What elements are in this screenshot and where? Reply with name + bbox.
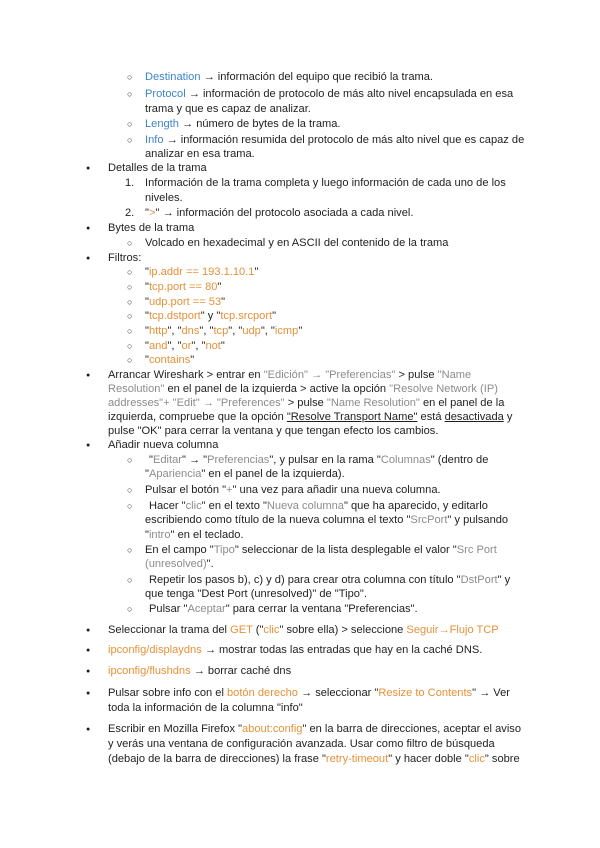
bullet-filled bbox=[86, 722, 90, 738]
list-item-det2: ">" → información del protocolo asociada a cada nivel. bbox=[145, 207, 414, 219]
list-item-firefox-cont: (debajo de la barra de direcciones) la frase "retry-timeout" y hacer doble "clic" sobre bbox=[108, 753, 520, 765]
filter-item: "ip.addr == 193.1.10.1" bbox=[145, 266, 259, 278]
bullet-hollow bbox=[127, 236, 132, 250]
bullet-filled bbox=[86, 161, 90, 177]
bullet-hollow bbox=[127, 353, 132, 367]
list-item-flushdns: ipconfig/flushdns → borrar caché dns bbox=[108, 665, 292, 677]
bullet-hollow bbox=[127, 295, 132, 309]
bullet-filled bbox=[86, 251, 90, 267]
list-item-det1-cont: niveles. bbox=[145, 192, 183, 204]
step-a3-cont: "intro" en el teclado. bbox=[145, 529, 244, 541]
list-item-protocol-cont: trama y que es capaz de analizar. bbox=[145, 103, 311, 115]
step-a2: Pulsar el botón "+" una vez para añadir una nueva columna. bbox=[145, 484, 441, 496]
bullet-filled bbox=[86, 221, 90, 237]
step-a3: Hacer "clic" en el texto "Nueva columna" que ha aparecido, y editarlo bbox=[149, 500, 488, 512]
bullet-filled bbox=[86, 368, 90, 384]
bullet-filled bbox=[86, 623, 90, 639]
list-item-info-cont: analizar en esa trama. bbox=[145, 148, 255, 160]
list-item-displaydns: ipconfig/displaydns → mostrar todas las entradas que hay en la caché DNS. bbox=[108, 644, 483, 656]
bullet-hollow bbox=[127, 453, 132, 467]
list-item-pulsar-info-cont: toda la información de la columna "info" bbox=[108, 702, 303, 714]
list-number: 1. bbox=[125, 177, 135, 189]
filter-item: "tcp.dstport" y "tcp.srcport" bbox=[145, 310, 277, 322]
step-a5-cont: que tenga "Dest Port (unresolved)" de "Tipo". bbox=[145, 588, 367, 600]
paragraph-arrancar-line: izquierda, compruebe que la opción "Resolve Transport Name" está desactivada y bbox=[108, 411, 513, 423]
bullet-hollow bbox=[127, 602, 132, 616]
list-item-detalles: Detalles de la trama bbox=[108, 162, 207, 174]
paragraph-arrancar-line: Resolution" en el panel de la izquierda > active la opción "Resolve Network (IP) bbox=[108, 383, 498, 395]
step-a6: Pulsar "Aceptar" para cerrar la ventana "Preferencias". bbox=[149, 603, 418, 615]
bullet-hollow bbox=[127, 324, 132, 338]
list-item-det1: Información de la trama completa y luego información de cada uno de los bbox=[145, 177, 506, 189]
bullet-hollow bbox=[127, 70, 132, 84]
list-item-filtros: Filtros: bbox=[108, 252, 142, 264]
list-item-seleccionar: Seleccionar la trama del GET ("clic" sobre ella) > seleccione Seguir→Flujo TCP bbox=[108, 624, 499, 636]
bullet-filled bbox=[86, 686, 90, 702]
paragraph-arrancar-line: addresses"+ "Edit" → "Preferences" > pulse "Name Resolution" en el panel de la bbox=[108, 397, 505, 409]
step-a3-cont: escribiendo como título de la nueva columna el texto "SrcPort" y pulsando bbox=[145, 514, 509, 526]
list-item-protocol: Protocol → información de protocolo de más alto nivel encapsulada en esa bbox=[145, 88, 514, 100]
step-a1: "Editar" → "Preferencias", y pulsar en la rama "Columnas" (dentro de bbox=[149, 454, 489, 466]
list-item-firefox: Escribir en Mozilla Firefox "about:config" en la barra de direcciones, aceptar el aviso bbox=[108, 723, 522, 735]
bullet-hollow bbox=[127, 543, 132, 557]
bullet-hollow bbox=[127, 309, 132, 323]
filter-item: "http", "dns", "tcp", "udp", "icmp" bbox=[145, 325, 303, 337]
bullet-hollow bbox=[127, 133, 132, 147]
filter-item: "and", "or", "not" bbox=[145, 340, 225, 352]
bullet-hollow bbox=[127, 280, 132, 294]
list-number: 2. bbox=[125, 207, 135, 219]
bullet-hollow bbox=[127, 339, 132, 353]
bullet-filled bbox=[86, 664, 90, 680]
paragraph-arrancar-line: pulse "OK" para cerrar la ventana y que tengan efecto los cambios. bbox=[108, 425, 439, 437]
list-item-pulsar-info: Pulsar sobre info con el botón derecho → seleccionar "Resize to Contents" → Ver bbox=[108, 687, 510, 699]
bullet-filled bbox=[86, 438, 90, 454]
bullet-hollow bbox=[127, 483, 132, 497]
step-a1-cont: "Apariencia" en el panel de la izquierda). bbox=[145, 468, 345, 480]
step-a5: Repetir los pasos b), c) y d) para crear otra columna con título "DstPort" y bbox=[149, 574, 511, 586]
filter-item: "tcp.port == 80" bbox=[145, 281, 222, 293]
step-a4: En el campo "Tipo" seleccionar de la lista desplegable el valor "Src Port bbox=[145, 544, 497, 556]
list-item-bytes1: Volcado en hexadecimal y en ASCII del contenido de la trama bbox=[145, 237, 449, 249]
list-item-bytes: Bytes de la trama bbox=[108, 222, 195, 234]
list-item-anadir: Añadir nueva columna bbox=[108, 439, 219, 451]
list-item-destination: Destination → información del equipo que recibió la trama. bbox=[145, 71, 433, 83]
bullet-hollow bbox=[127, 499, 132, 513]
bullet-hollow bbox=[127, 265, 132, 279]
list-item-firefox-cont: y verás una ventana de configuración avanzada. Usar como filtro de búsqueda bbox=[108, 738, 495, 750]
filter-item: "udp.port == 53" bbox=[145, 296, 226, 308]
list-item-length: Length → número de bytes de la trama. bbox=[145, 118, 341, 130]
step-a4-cont: (unresolved)". bbox=[145, 558, 214, 570]
bullet-filled bbox=[86, 643, 90, 659]
bullet-hollow bbox=[127, 573, 132, 587]
bullet-hollow bbox=[127, 117, 132, 131]
list-item-info: Info → información resumida del protocolo de más alto nivel que es capaz de bbox=[145, 134, 525, 146]
bullet-hollow bbox=[127, 87, 132, 101]
paragraph-arrancar-line: Arrancar Wireshark > entrar en "Edición" → "Preferencias" > pulse "Name bbox=[108, 369, 472, 381]
filter-item: "contains" bbox=[145, 354, 195, 366]
